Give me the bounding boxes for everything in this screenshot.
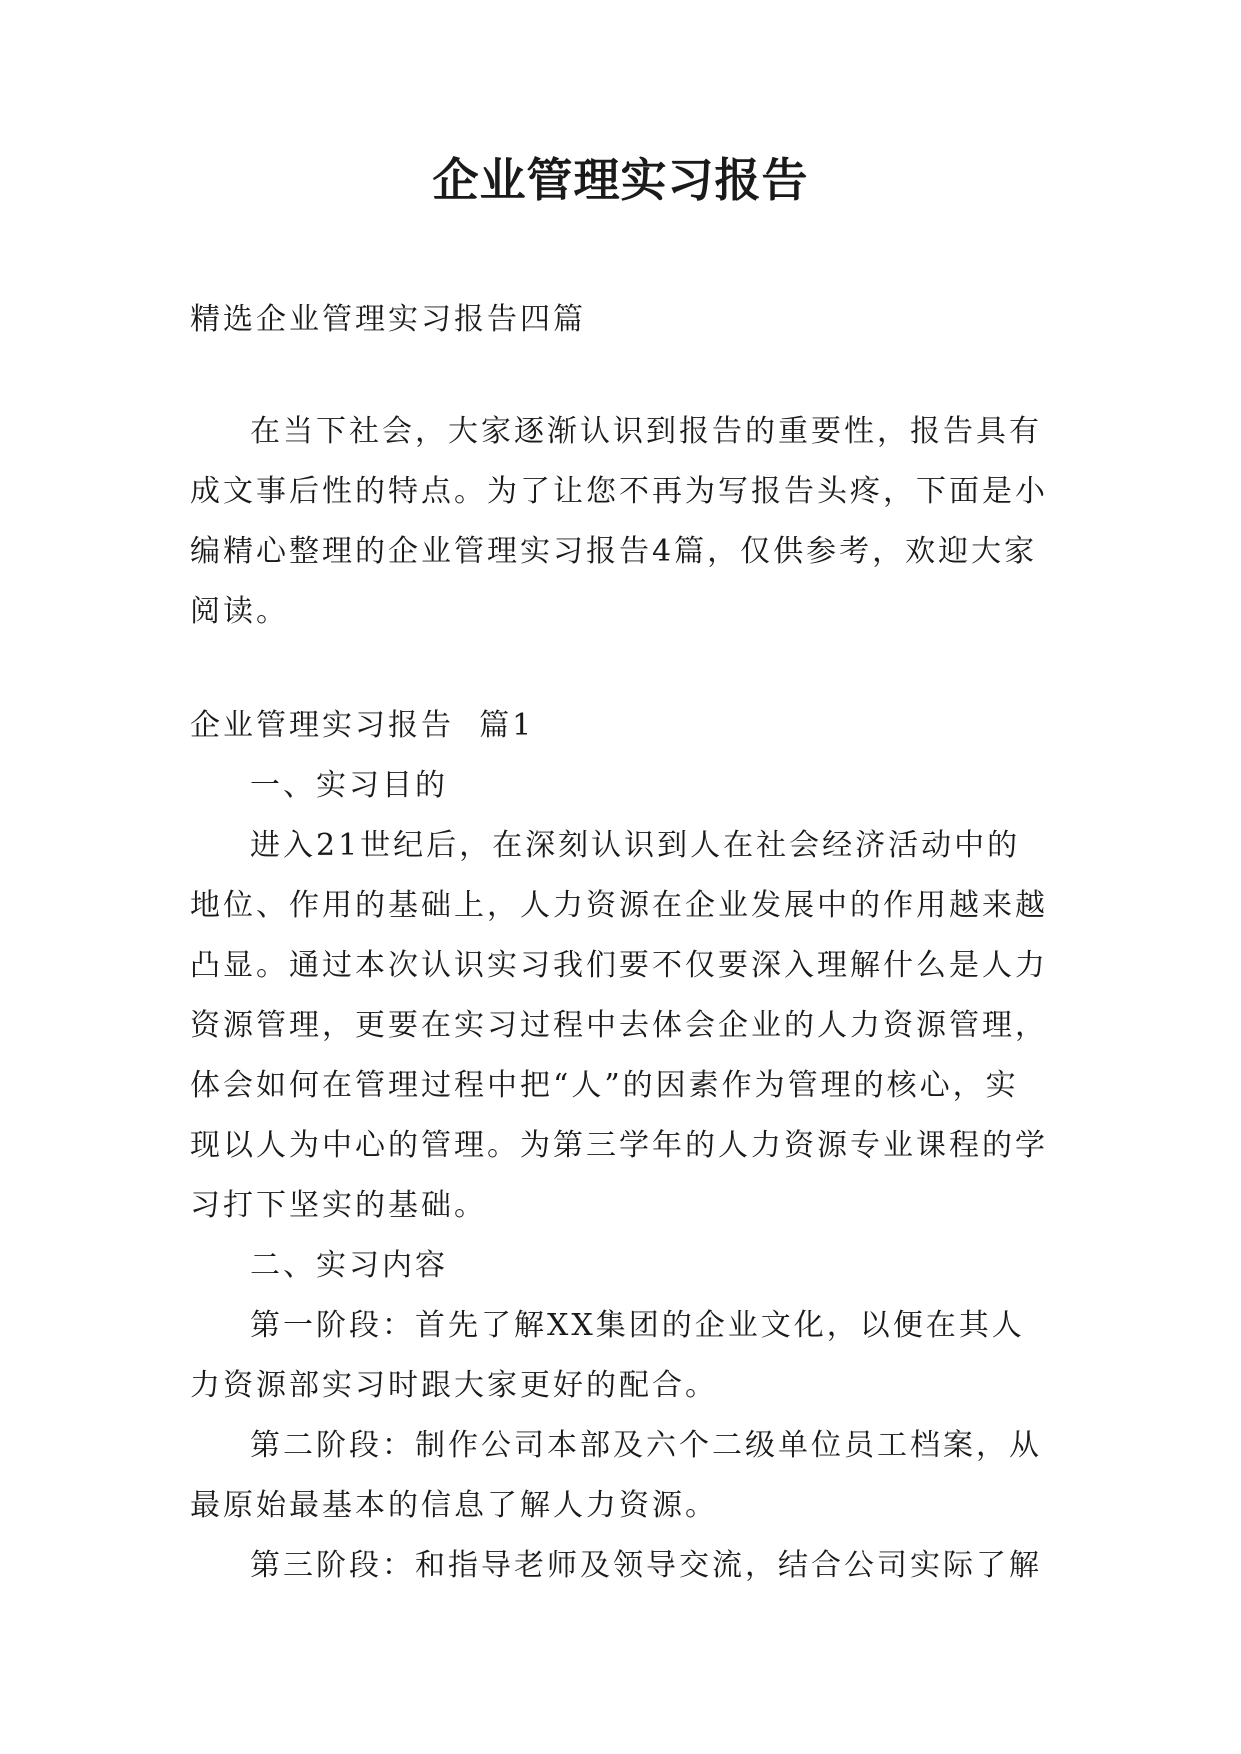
document-title: 企业管理实习报告 [432,153,809,207]
purpose-line: 习打下坚实的基础。 [190,1188,487,1223]
heading-content: 二、实习内容 [250,1248,448,1283]
purpose-line: 地位、作用的基础上，人力资源在企业发展中的作用越来越 [190,888,1048,923]
purpose-line: 资源管理，更要在实习过程中去体会企业的人力资源管理， [190,1008,1048,1043]
purpose-line: 现以人为中心的管理。为第三学年的人力资源专业课程的学 [190,1128,1048,1163]
stage2-line: 第二阶段：制作公司本部及六个二级单位员工档案，从 [250,1428,1042,1463]
heading-purpose: 一、实习目的 [250,768,448,803]
section-heading: 企业管理实习报告 篇1 [190,708,535,743]
stage1-line: 力资源部实习时跟大家更好的配合。 [190,1368,718,1403]
intro-line: 在当下社会，大家逐渐认识到报告的重要性，报告具有 [250,414,1042,449]
purpose-line: 进入21世纪后，在深刻认识到人在社会经济活动中的 [250,828,1021,863]
purpose-line: 凸显。通过本次认识实习我们要不仅要深入理解什么是人力 [190,948,1048,983]
stage3-line: 第三阶段：和指导老师及领导交流，结合公司实际了解 [250,1548,1042,1583]
intro-paragraph [190,402,1070,642]
purpose-line: 体会如何在管理过程中把“人”的因素作为管理的核心，实 [190,1068,1019,1103]
document-subtitle: 精选企业管理实习报告四篇 [190,302,586,337]
stage1-line: 第一阶段：首先了解XX集团的企业文化，以便在其人 [250,1308,1025,1343]
intro-line: 成文事后性的特点。为了让您不再为写报告头疼，下面是小 [190,474,1048,509]
intro-line: 阅读。 [190,594,289,629]
intro-line: 编精心整理的企业管理实习报告4篇，仅供参考，欢迎大家 [190,534,1038,569]
stage2-line: 最原始最基本的信息了解人力资源。 [190,1488,718,1523]
section-body [190,696,1070,1596]
